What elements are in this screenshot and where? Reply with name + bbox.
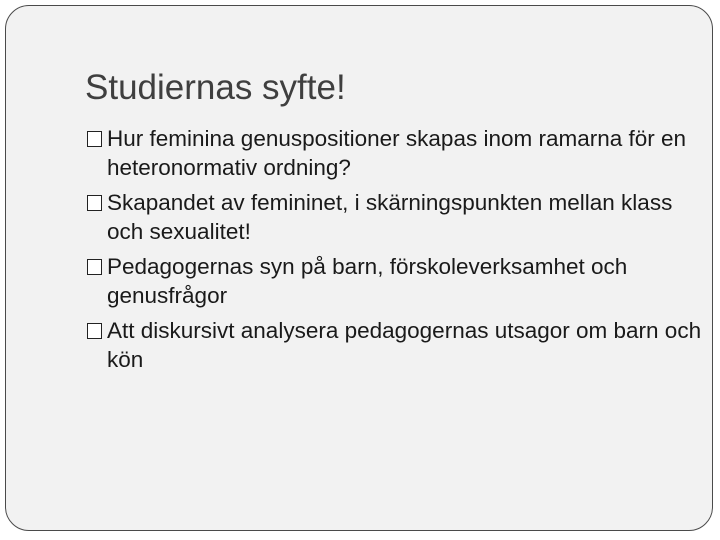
bullet-list xyxy=(86,124,706,380)
slide-title: Studiernas syfte! xyxy=(85,68,346,107)
list-item xyxy=(86,188,706,246)
slide-frame xyxy=(5,5,713,531)
list-item xyxy=(86,252,706,310)
bullet-text: Pedagogernas syn på barn, förskoleverksamhet och genusfrågor xyxy=(107,254,628,308)
list-item xyxy=(86,124,706,182)
missing-glyph-box-icon xyxy=(87,323,102,339)
missing-glyph-box-icon xyxy=(87,131,102,147)
bullet-text: Skapandet av femininet, i skärningspunkten mellan klass och sexualitet! xyxy=(107,190,673,244)
bullet-text: Att diskursivt analysera pedagogernas utsagor om barn och kön xyxy=(107,318,702,372)
bullet-text: Hur feminina genuspositioner skapas inom ramarna för en heteronormativ ordning? xyxy=(107,126,687,180)
missing-glyph-box-icon xyxy=(87,259,102,275)
list-item xyxy=(86,316,706,374)
missing-glyph-box-icon xyxy=(87,195,102,211)
